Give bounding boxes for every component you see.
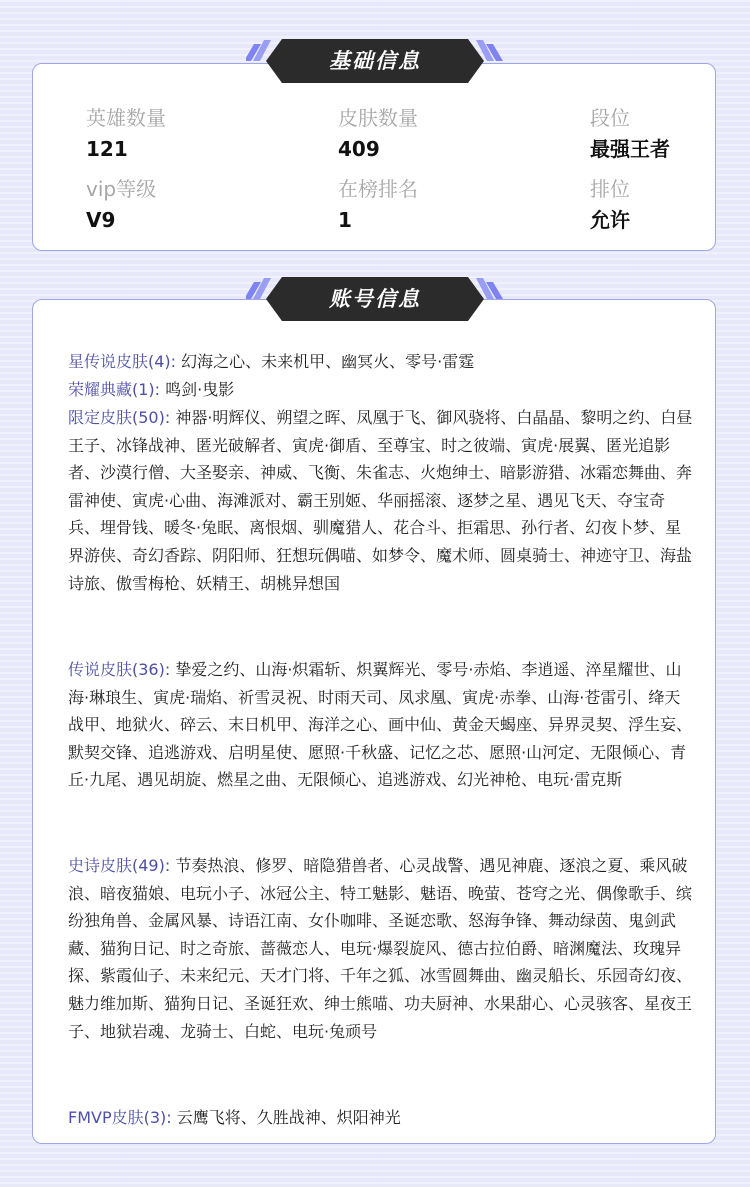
stat-label: 段位 <box>590 106 630 130</box>
skin-group-label: 史诗皮肤(49): <box>68 856 171 875</box>
skin-group-items: 节奏热浪、修罗、暗隐猎兽者、心灵战警、遇见神鹿、逐浪之夏、乘风破浪、暗夜猫娘、电玩小子、冰冠公主、特工魅影、魅语、晚萤、苍穹之光、偶像歌手、缤纷独角兽、金属风暴、诗语江南、女仆咖啡、圣诞恋歌、怒海争锋、舞动绿茵、鬼剑武藏、猫狗日记、时之奇旅、蔷薇恋人、电玩·爆裂旋风、德古拉伯爵、暗渊魔法、玫瑰异探、紫霞仙子、未来纪元、天才门将、千年之狐、冰雪圆舞曲、幽灵船长、乐园奇幻夜、魅力维加斯、猫狗日记、圣诞狂欢、绅士熊喵、功夫厨神、水果甜心、心灵骇客、星夜王子、地狱岩魂、龙骑士、白蛇、电玩·兔顽号 <box>68 856 693 1041</box>
skin-group-items: 幻海之心、未来机甲、幽冥火、零号·雷霆 <box>181 352 475 371</box>
basic-info-card <box>32 63 716 251</box>
stat-value: 1 <box>338 208 352 232</box>
stat-label: 在榜排名 <box>338 177 418 201</box>
basic-info-title: 基础信息 <box>329 49 421 73</box>
stat-label: 排位 <box>590 177 630 201</box>
skin-group-epic <box>68 852 696 1045</box>
skin-group-items: 神器·明辉仪、朔望之晖、凤凰于飞、御风骁将、白晶晶、黎明之约、白昼王子、冰锋战神、匿光破解者、寅虎·御盾、至尊宝、时之彼端、寅虎·展翼、匿光追影者、沙漠行僧、大圣娶亲、神威、飞衡、朱雀志、火炮绅士、暗影游猎、冰霜恋舞曲、奔雷神使、寅虎·心曲、海滩派对、霸王别姬、华丽摇滚、逐梦之星、遇见飞天、夺宝奇兵、埋骨钱、暖冬·兔眠、离恨烟、驯魔猎人、花合斗、拒霜思、孙行者、幻夜卜梦、星界游侠、奇幻香踪、阴阳师、狂想玩偶喵、如梦令、魔术师、圆桌骑士、神迹守卫、海盐诗旅、傲雪梅枪、妖精王、胡桃异想国 <box>68 408 693 593</box>
stat-leaderboard-rank <box>338 176 418 233</box>
skin-group-items: 挚爱之约、山海·炽霜斩、炽翼辉光、零号·赤焰、李逍遥、淬星耀世、山海·琳琅生、寅虎·瑞焰、祈雪灵祝、时雨天司、凤求凰、寅虎·赤拳、山海·苍雷引、绛天战甲、地狱火、碎云、末日机甲、海洋之心、画中仙、黄金天蝎座、异界灵契、浮生妄、默契交锋、追逃游戏、启明星使、愿照·千秋盛、记忆之芯、愿照·山河定、无限倾心、青丘·九尾、遇见胡旋、燃星之曲、无限倾心、追逃游戏、幻光神枪、电玩·雷克斯 <box>68 660 693 790</box>
stat-label: 皮肤数量 <box>338 106 418 130</box>
skin-group-limited <box>68 404 696 597</box>
skin-group-items: 云鹰飞将、久胜战神、炽阳神光 <box>176 1108 401 1127</box>
stat-rank-tier <box>590 105 670 162</box>
account-info-banner <box>246 276 504 322</box>
skin-group-items: 鸣剑·曳影 <box>165 380 235 399</box>
stat-ranked-allowed <box>590 176 630 233</box>
stat-value: 409 <box>338 137 380 161</box>
stat-value: 121 <box>86 137 128 161</box>
stat-label: vip等级 <box>86 177 157 201</box>
stat-value: 允许 <box>590 208 630 232</box>
stat-hero-count <box>86 105 166 162</box>
skin-group-label: 限定皮肤(50): <box>68 408 171 427</box>
basic-info-banner <box>246 38 504 84</box>
skin-group-legend <box>68 656 696 794</box>
stat-vip-level <box>86 176 156 233</box>
skin-group-label: 传说皮肤(36): <box>68 660 171 679</box>
stat-value: V9 <box>86 208 116 232</box>
skin-group-honor-collection <box>68 376 696 404</box>
skin-group-label: 星传说皮肤(4): <box>68 352 177 371</box>
skin-group-fmvp <box>68 1104 696 1132</box>
account-info-title: 账号信息 <box>329 287 421 311</box>
stat-label: 英雄数量 <box>86 106 166 130</box>
stat-skin-count <box>338 105 418 162</box>
skin-group-label: 荣耀典藏(1): <box>68 380 161 399</box>
skin-group-label: FMVP皮肤(3): <box>68 1108 172 1127</box>
skin-group-star-legend <box>68 348 696 376</box>
stat-value: 最强王者 <box>590 137 670 161</box>
